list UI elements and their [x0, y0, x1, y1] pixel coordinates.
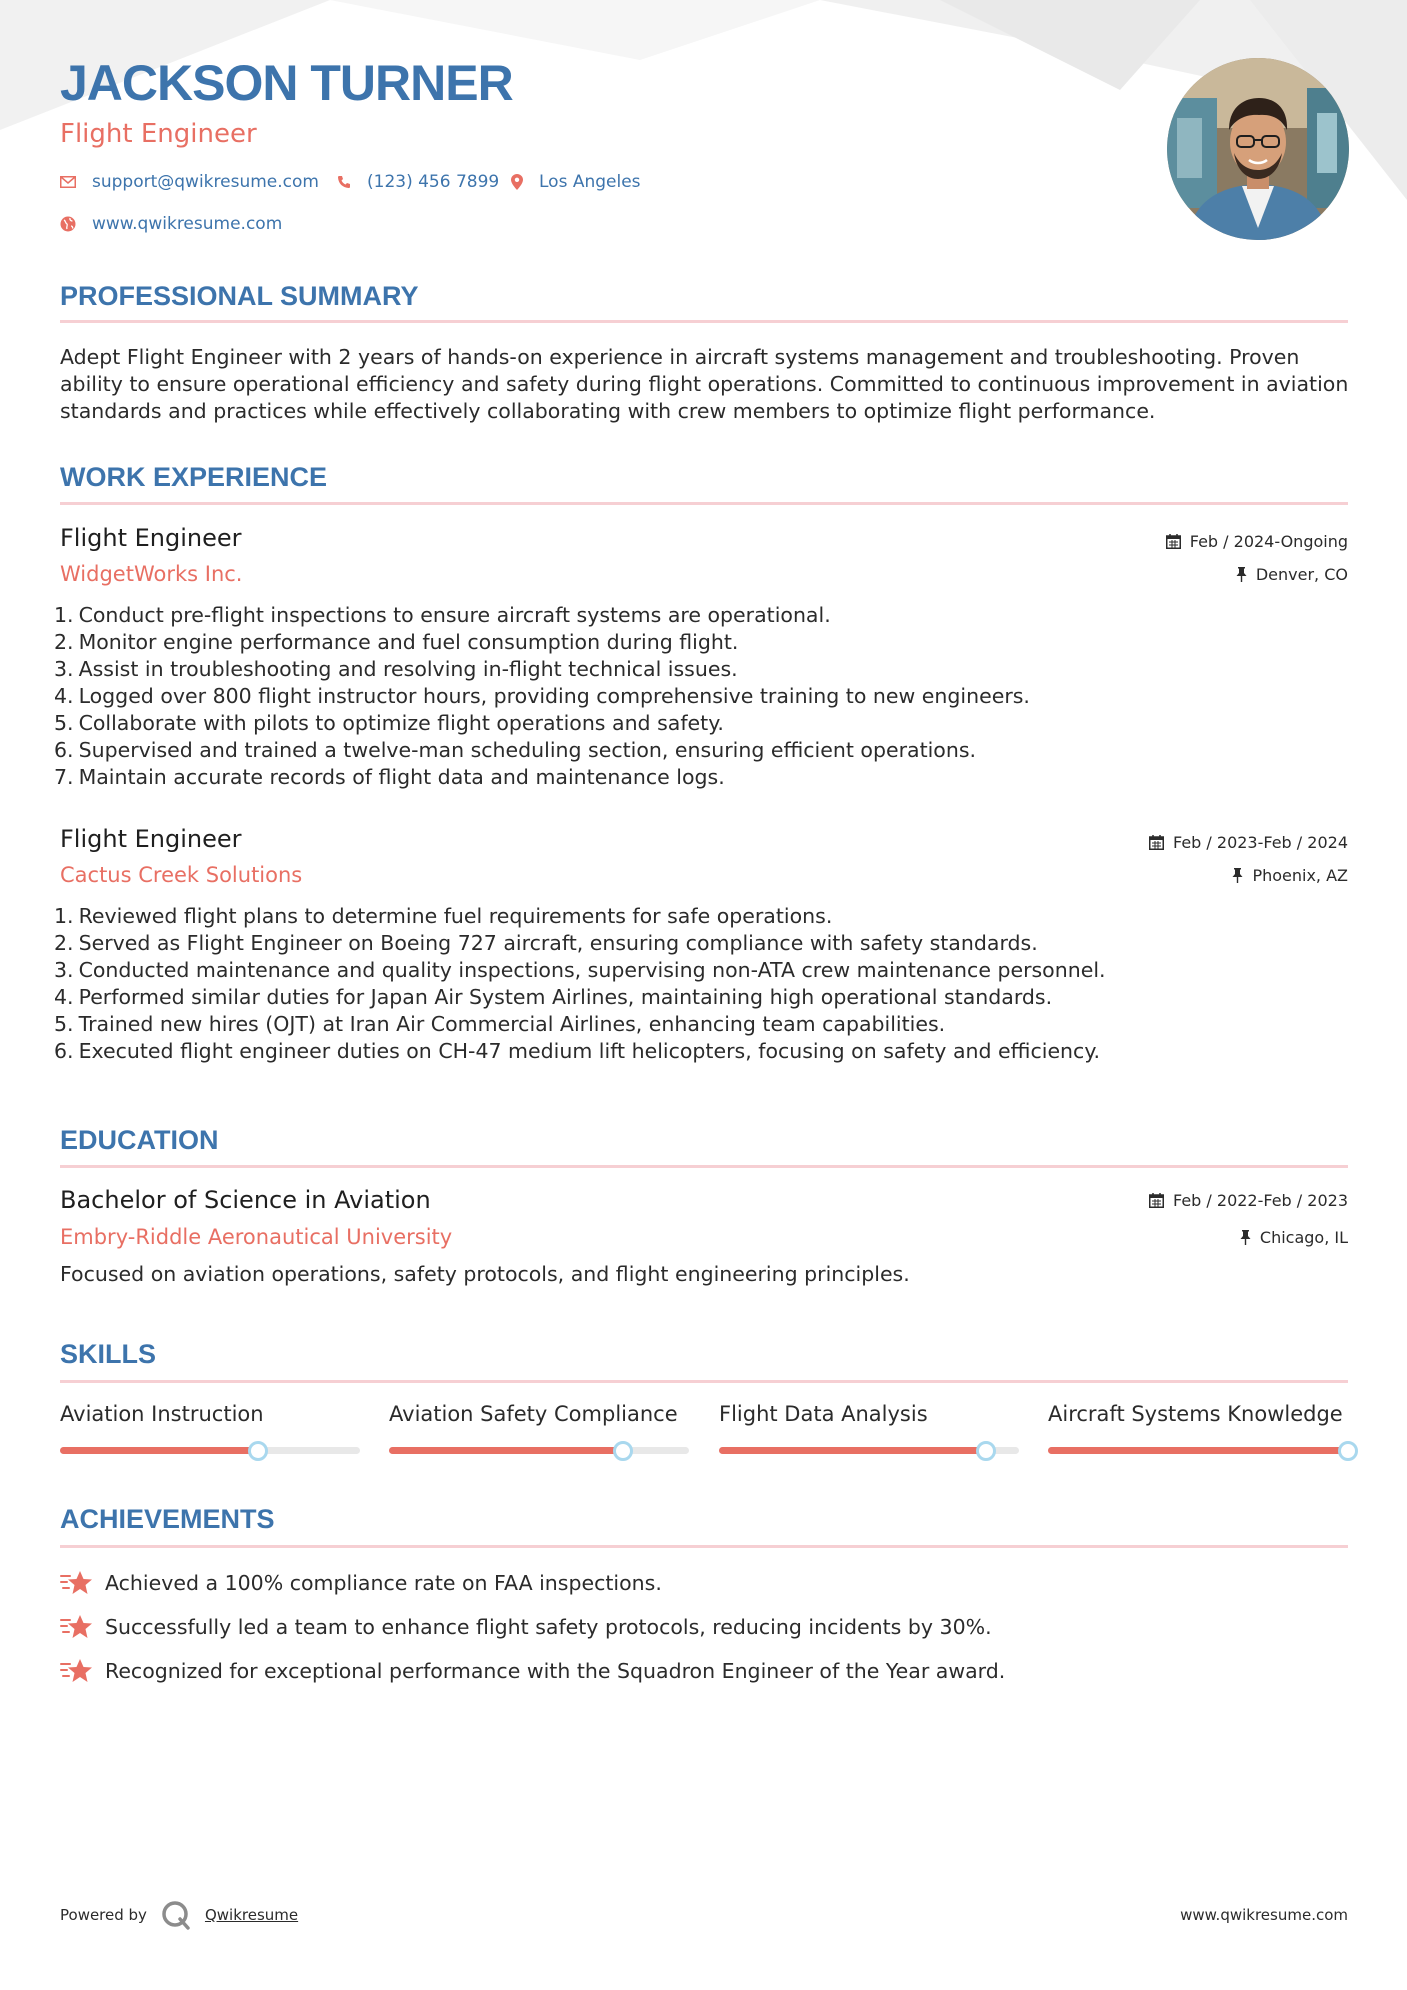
- calendar-icon: [1149, 1193, 1164, 1208]
- summary-heading: PROFESSIONAL SUMMARY: [60, 281, 419, 311]
- skill-level-knob: [613, 1441, 633, 1461]
- skill-level-track: [389, 1447, 689, 1454]
- education-dates-text: Feb / 2022-Feb / 2023: [1173, 1191, 1348, 1210]
- skill-level-fill: [719, 1447, 986, 1454]
- job-title: Flight Engineer: [60, 825, 242, 853]
- job-location: [1236, 565, 1348, 584]
- skill-level-knob: [1338, 1441, 1358, 1461]
- skill-level-fill: [60, 1447, 258, 1454]
- school-name: Embry-Riddle Aeronautical University: [60, 1225, 453, 1249]
- avatar-illustration: [1167, 58, 1349, 240]
- skill-name: Aviation Instruction: [60, 1402, 264, 1426]
- degree-title: Bachelor of Science in Aviation: [60, 1186, 431, 1214]
- job-location-text: Phoenix, AZ: [1252, 866, 1348, 885]
- phone-text: (123) 456 7899: [367, 172, 500, 192]
- achievement-text: Recognized for exceptional performance with the Squadron Engineer of the Year award.: [105, 1659, 1006, 1683]
- list-item: 1. Reviewed flight plans to determine fuel requirements for safe operations.: [54, 904, 833, 928]
- candidate-name: JACKSON TURNER: [60, 55, 513, 111]
- education-location: [1240, 1228, 1348, 1247]
- summary-divider: [60, 320, 1348, 323]
- education-location-text: Chicago, IL: [1259, 1228, 1348, 1247]
- job-dates-text: Feb / 2023-Feb / 2024: [1173, 833, 1348, 852]
- job-company: Cactus Creek Solutions: [60, 863, 303, 887]
- list-item: 4. Performed similar duties for Japan Air System Airlines, maintaining high operational standards.: [54, 985, 1053, 1009]
- contact-location: [511, 172, 641, 192]
- skills-divider: [60, 1380, 1348, 1383]
- list-item: 5. Collaborate with pilots to optimize flight operations and safety.: [54, 711, 724, 735]
- envelope-icon: [60, 176, 76, 188]
- list-item: 3. Conducted maintenance and quality inspections, supervising non-ATA crew maintenance personnel.: [54, 958, 1106, 982]
- achievements-divider: [60, 1545, 1348, 1548]
- achievement-item: [60, 1614, 992, 1640]
- skill-level-track: [719, 1447, 1019, 1454]
- achievement-item: [60, 1658, 1005, 1684]
- list-item: 4. Logged over 800 flight instructor hours, providing comprehensive training to new engineers.: [54, 684, 1030, 708]
- contact-email[interactable]: [60, 172, 319, 192]
- globe-icon: [60, 216, 76, 232]
- pushpin-icon: [1232, 868, 1243, 883]
- pushpin-icon: [1236, 567, 1247, 582]
- education-dates: [1149, 1191, 1348, 1210]
- star-icon: [60, 1658, 93, 1684]
- achievements-heading: ACHIEVEMENTS: [60, 1504, 275, 1534]
- job-company: WidgetWorks Inc.: [60, 562, 243, 586]
- list-item: 5. Trained new hires (OJT) at Iran Air Commercial Airlines, enhancing team capabilities.: [54, 1012, 946, 1036]
- job-location-text: Denver, CO: [1255, 565, 1348, 584]
- email-text: support@qwikresume.com: [92, 172, 319, 192]
- calendar-icon: [1149, 835, 1164, 850]
- summary-text: Adept Flight Engineer with 2 years of hands-on experience in aircraft systems management and troubleshooting. Proven ability to ensure operational efficiency and safety during flight operations. Committed to continuous improvement in aviation standards and practices while effectively collaborating with crew members to optimize flight performance.: [60, 345, 1349, 423]
- skill-name: Aviation Safety Compliance: [389, 1402, 678, 1426]
- list-item: 3. Assist in troubleshooting and resolving in-flight technical issues.: [54, 657, 738, 681]
- calendar-icon: [1166, 534, 1181, 549]
- qwikresume-logo-icon: [161, 1900, 191, 1930]
- qwikresume-link[interactable]: Qwikresume: [204, 1906, 299, 1924]
- contact-website[interactable]: [60, 214, 282, 234]
- profile-photo: [1167, 58, 1349, 240]
- job-responsibilities: [54, 602, 1030, 791]
- skill-level-knob: [976, 1441, 996, 1461]
- list-item: 6. Supervised and trained a twelve-man scheduling section, ensuring efficient operations.: [54, 738, 977, 762]
- education-heading: EDUCATION: [60, 1125, 219, 1155]
- skill-item: [1048, 1402, 1348, 1426]
- job-dates: [1166, 532, 1348, 551]
- map-marker-icon: [511, 174, 523, 190]
- skill-item: [719, 1402, 1019, 1426]
- education-divider: [60, 1165, 1348, 1168]
- list-item: 6. Executed flight engineer duties on CH-47 medium lift helicopters, focusing on safety and efficiency.: [54, 1039, 1101, 1063]
- skill-name: Aircraft Systems Knowledge: [1048, 1402, 1343, 1426]
- skill-level-fill: [1048, 1447, 1348, 1454]
- achievement-text: Achieved a 100% compliance rate on FAA inspections.: [105, 1571, 662, 1595]
- education-description: Focused on aviation operations, safety protocols, and flight engineering principles.: [60, 1262, 910, 1286]
- skill-item: [389, 1402, 689, 1426]
- website-text: www.qwikresume.com: [92, 214, 283, 234]
- footer-website[interactable]: www.qwikresume.com: [1180, 1906, 1348, 1924]
- job-responsibilities: [54, 903, 1106, 1065]
- skill-name: Flight Data Analysis: [719, 1402, 928, 1426]
- list-item: 1. Conduct pre-flight inspections to ensure aircraft systems are operational.: [54, 603, 831, 627]
- powered-by-text: Powered by: [60, 1906, 147, 1924]
- star-icon: [60, 1614, 93, 1640]
- pushpin-icon: [1240, 1230, 1251, 1245]
- list-item: 7. Maintain accurate records of flight data and maintenance logs.: [54, 765, 725, 789]
- experience-divider: [60, 502, 1348, 505]
- experience-heading: WORK EXPERIENCE: [60, 462, 328, 492]
- skill-level-track: [60, 1447, 360, 1454]
- achievement-text: Successfully led a team to enhance flight safety protocols, reducing incidents by 30%.: [105, 1615, 992, 1639]
- job-dates: [1149, 833, 1348, 852]
- skill-level-track: [1048, 1447, 1348, 1454]
- list-item: 2. Monitor engine performance and fuel consumption during flight.: [54, 630, 739, 654]
- list-item: 2. Served as Flight Engineer on Boeing 727 aircraft, ensuring compliance with safety standards.: [54, 931, 1038, 955]
- skill-level-fill: [389, 1447, 623, 1454]
- skill-level-knob: [248, 1441, 268, 1461]
- skills-heading: SKILLS: [60, 1339, 157, 1369]
- candidate-role: Flight Engineer: [60, 119, 257, 149]
- job-dates-text: Feb / 2024-Ongoing: [1189, 532, 1348, 551]
- skill-item: [60, 1402, 360, 1426]
- star-icon: [60, 1570, 93, 1596]
- job-title: Flight Engineer: [60, 524, 242, 552]
- footer-powered-by: [60, 1900, 298, 1930]
- contact-phone[interactable]: [337, 172, 499, 192]
- achievement-item: [60, 1570, 662, 1596]
- job-location: [1232, 866, 1348, 885]
- location-text: Los Angeles: [539, 172, 641, 192]
- phone-icon: [337, 175, 351, 189]
